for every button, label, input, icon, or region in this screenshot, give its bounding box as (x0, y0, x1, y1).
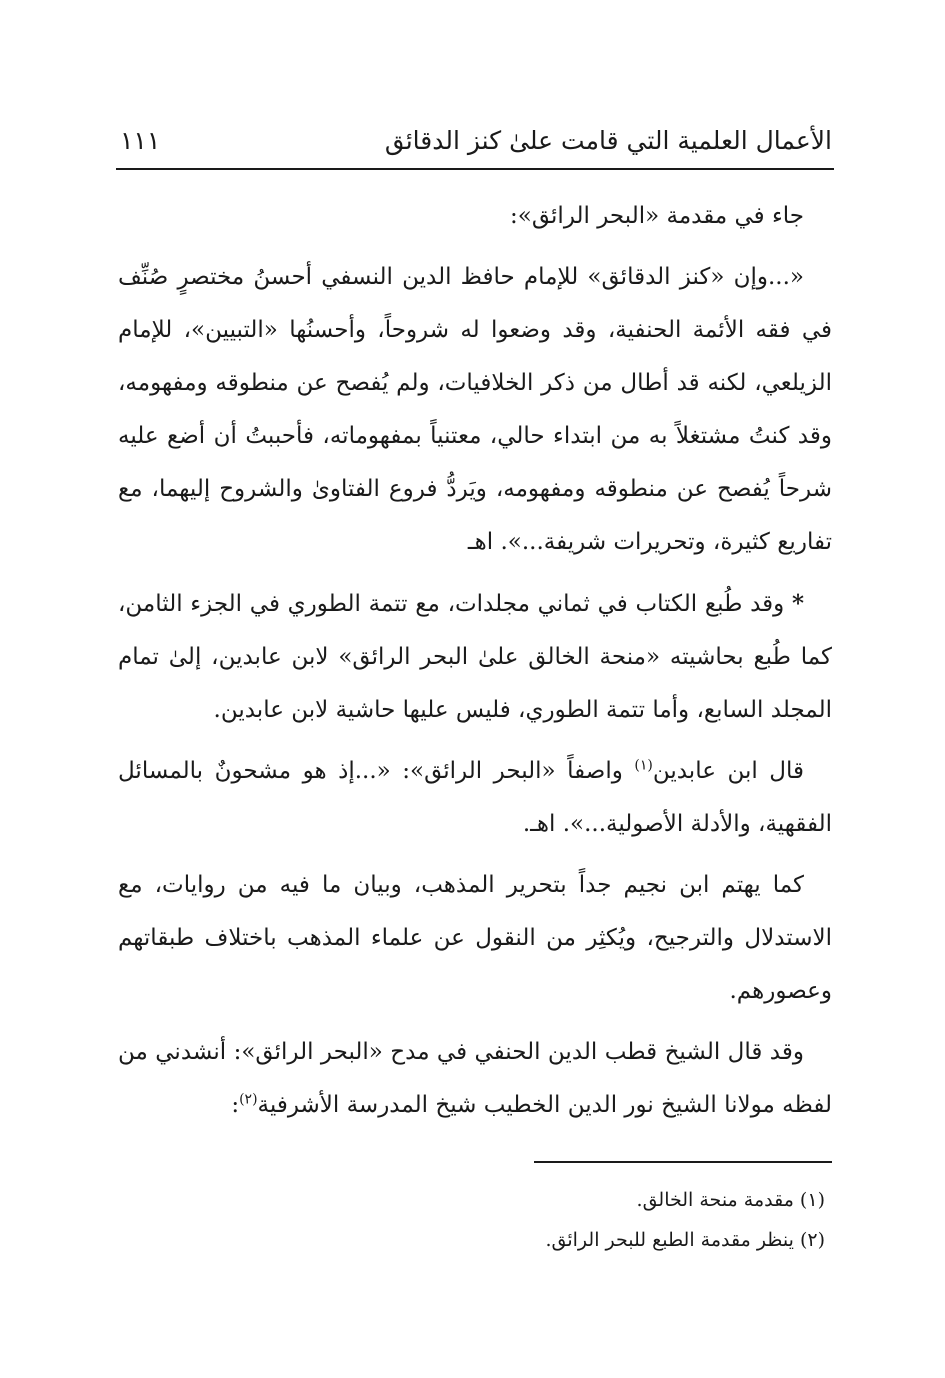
paragraph-printing (118, 577, 832, 737)
paragraph-ibn-abidin (118, 745, 832, 851)
main-text (118, 190, 832, 1140)
footnote-ref-1: (١) (634, 757, 653, 774)
footnote-2: (٢) ينظر مقدمة الطبع للبحر الرائق. (545, 1229, 825, 1251)
running-title: الأعمال العلمية التي قامت علىٰ كنز الدقائق (384, 126, 832, 155)
paragraph-qutb-al-din (118, 1026, 832, 1132)
header-rule (116, 168, 834, 170)
star-marker: * (791, 590, 804, 617)
running-header (116, 122, 832, 166)
footnote-ref-2: (٢) (239, 1091, 258, 1108)
paragraph-intro: جاء في مقدمة «البحر الرائق»: (510, 203, 804, 229)
paragraph-ibn-nujaym: كما يهتم ابن نجيم جداً بتحرير المذهب، وبيان ما فيه من روايات، مع الاستدلال والترجيح، ويُكثِر من النقول عن علماء المذهب باختلاف طبقاتهم وعصورهم. (118, 872, 832, 1004)
page-number: ١١١ (120, 126, 161, 155)
footnote-1: (١) مقدمة منحة الخالق. (636, 1189, 825, 1211)
paragraph-printing-text: وقد طُبع الكتاب في ثماني مجلدات، مع تتمة الطوري في الجزء الثامن، كما طُبع بحاشيته «منحة الخالق علىٰ البحر الرائق» لابن عابدين، إلىٰ تمام المجلد السابع، وأما تتمة الطوري، فليس عليها حاشية لابن عابدين. (118, 591, 832, 723)
paragraph-ibn-abidin-text-b: واصفاً «البحر الرائق»: «...إذ هو مشحونٌ بالمسائل الفقهية، والأدلة الأصولية...». اهـ. (118, 758, 832, 837)
footnotes (225, 1180, 825, 1260)
paragraph-qutb-al-din-text-a: وقد قال الشيخ قطب الدين الحنفي في مدح «البحر الرائق»: أنشدني من لفظه مولانا الشيخ نور الدين الخطيب شيخ المدرسة الأشرفية (118, 1039, 832, 1118)
paragraph-quote-preface: «...وإن «كنز الدقائق» للإمام حافظ الدين النسفي أحسنُ مختصرٍ صُنِّف في فقه الأئمة الحنفية، وقد وضعوا له شروحاً، وأحسنُها «التبيين»، للإمام الزيلعي، لكنه قد أطال من ذكر الخلافيات، ولم يُفصح عن منطوقه ومفهومه، وقد كنتُ مشتغلاً به من ابتداء حالي، معتنياً بمفهوماته، فأحببتُ أن أضع عليه شرحاً يُفصح عن منطوقه ومفهومه، ويَردُّ فروع الفتاوىٰ والشروح إليهما، مع تفاريع كثيرة، وتحريرات شريفة...». اهـ (118, 264, 832, 555)
paragraph-qutb-al-din-text-b: : (231, 1092, 240, 1118)
footnote-rule (534, 1161, 832, 1163)
paragraph-ibn-abidin-text-a: قال ابن عابدين (652, 758, 804, 784)
